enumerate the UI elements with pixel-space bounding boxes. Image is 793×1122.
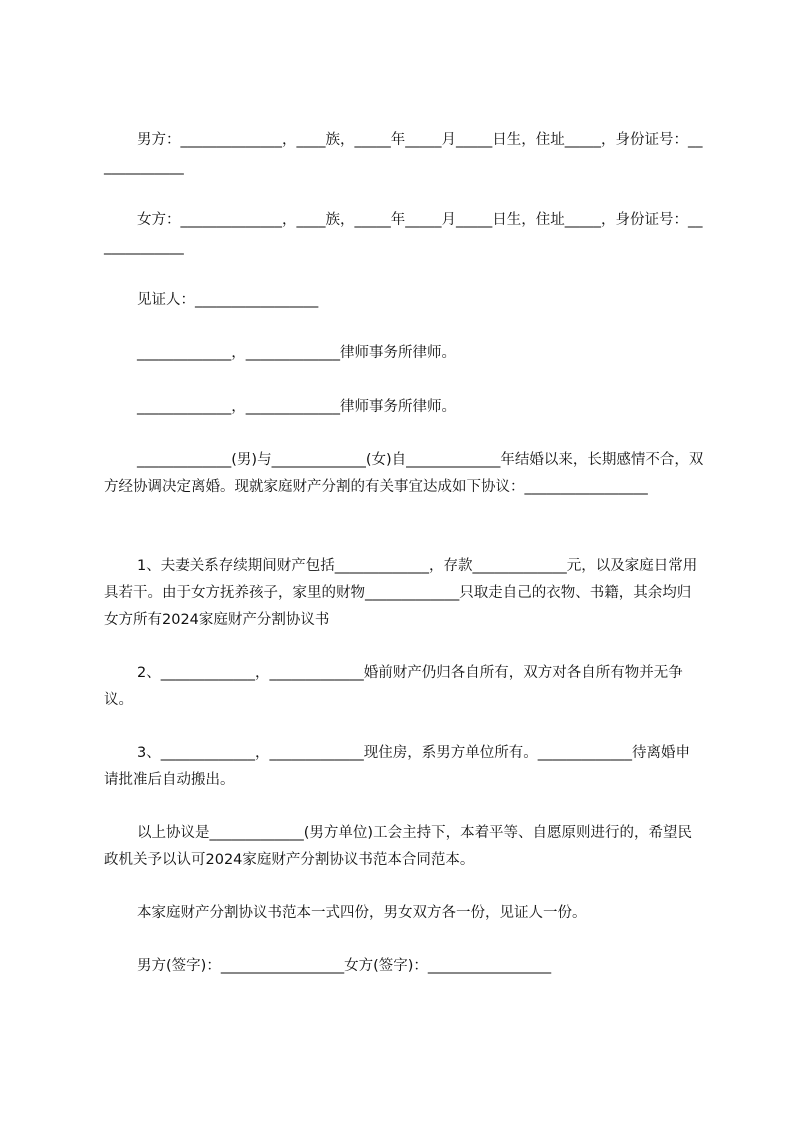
paragraph-clause-2 xyxy=(104,660,704,714)
paragraph-text: 男方：______________，____族，_____年_____月_____日生，住址_____，身份证号：_____________ xyxy=(104,132,703,175)
paragraph-text: 本家庭财产分割协议书范本一式四份，男女双方各一份，见证人一份。 xyxy=(137,905,587,921)
paragraph-text: _____________(男)与_____________(女)自_____________年结婚以来，长期感情不合，双方经协调决定离婚。现就家庭财产分割的有关事宜达成如下协议：_________________ xyxy=(104,452,704,495)
paragraph-text: 男方(签字)：_________________女方(签字)：_________________ xyxy=(137,958,552,974)
paragraph-text: 以上协议是_____________(男方单位)工会主持下，本着平等、自愿原则进行的，希望民政机关予以认可2024家庭财产分割协议书范本合同范本。 xyxy=(104,825,693,868)
paragraph-text: 女方：______________，____族，_____年_____月_____日生，住址_____，身份证号：_____________ xyxy=(104,212,703,255)
paragraph-text: 2、_____________，_____________婚前财产仍归各自所有，双方对各自所有物并无争议。 xyxy=(104,665,683,708)
paragraph-lawyer-2 xyxy=(104,394,704,421)
paragraph-male-party-info xyxy=(104,127,704,181)
paragraph-agreement-basis xyxy=(104,820,704,874)
paragraph-text: 1、夫妻关系存续期间财产包括_____________，存款_____________元，以及家庭日常用具若干。由于女方抚养孩子，家里的财物_____________只取走自己的衣物、书籍，其余均归女方所有2024家庭财产分割协议书 xyxy=(104,558,698,628)
paragraph-preamble xyxy=(104,447,704,501)
paragraph-text: _____________，_____________律师事务所律师。 xyxy=(137,399,456,415)
paragraph-clause-3 xyxy=(104,740,704,794)
paragraph-witness xyxy=(104,287,704,314)
paragraph-female-party-info xyxy=(104,207,704,261)
paragraph-signatures xyxy=(104,953,704,980)
paragraph-text: _____________，_____________律师事务所律师。 xyxy=(137,345,456,361)
paragraph-lawyer-1 xyxy=(104,340,704,367)
paragraph-clause-1 xyxy=(104,553,704,634)
paragraph-copies xyxy=(104,900,704,927)
paragraph-text: 见证人：_________________ xyxy=(137,292,319,308)
paragraph-text: 3、_____________，_____________现住房，系男方单位所有。_____________待离婚申请批准后自动搬出。 xyxy=(104,745,690,788)
